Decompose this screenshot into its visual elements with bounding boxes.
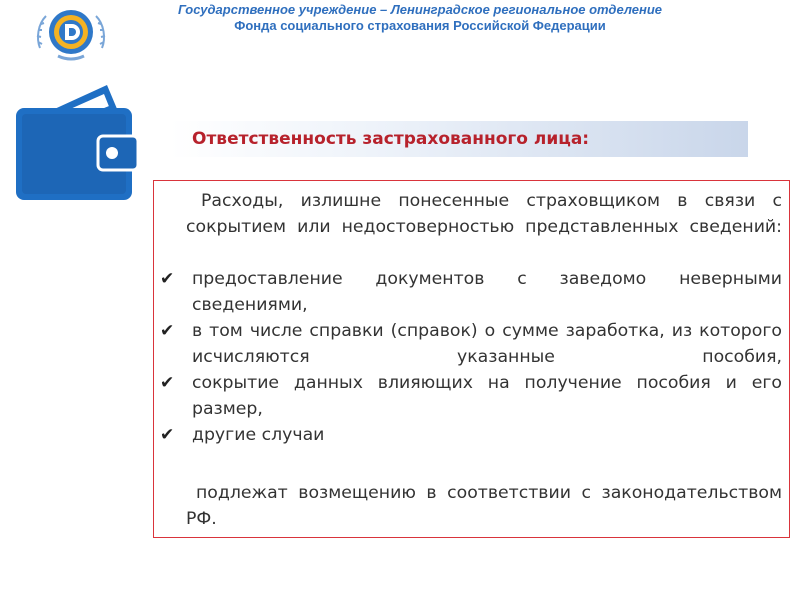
list-item: сокрытие данных влияющих на получение пособия и его размер, <box>192 373 782 419</box>
closing-paragraph: подлежат возмещению в соответствии с законодательством РФ. <box>186 483 782 529</box>
header-line-1: Государственное учреждение – Ленинградское региональное отделение <box>177 2 663 17</box>
header <box>100 2 740 34</box>
check-icon: ✔ <box>160 373 175 393</box>
check-icon: ✔ <box>160 425 175 445</box>
header-line-2: Фонда социального страхования Российской Федерации <box>234 18 606 33</box>
title-bar <box>170 121 748 157</box>
wallet-icon <box>12 80 142 202</box>
list-item: предоставление документов с заведомо неверными сведениями, <box>192 269 782 315</box>
slide-title: Ответственность застрахованного лица: <box>192 129 590 149</box>
list-item: другие случаи <box>192 425 325 445</box>
fss-emblem-icon <box>32 4 110 64</box>
check-icon: ✔ <box>160 269 175 289</box>
check-icon: ✔ <box>160 321 175 341</box>
intro-paragraph: Расходы, излишне понесенные страховщиком в связи с сокрытием или недостоверностью представленных сведений: <box>186 191 782 237</box>
list-item: в том числе справки (справок) о сумме заработка, из которого исчисляются указанные пособия, <box>192 321 782 367</box>
